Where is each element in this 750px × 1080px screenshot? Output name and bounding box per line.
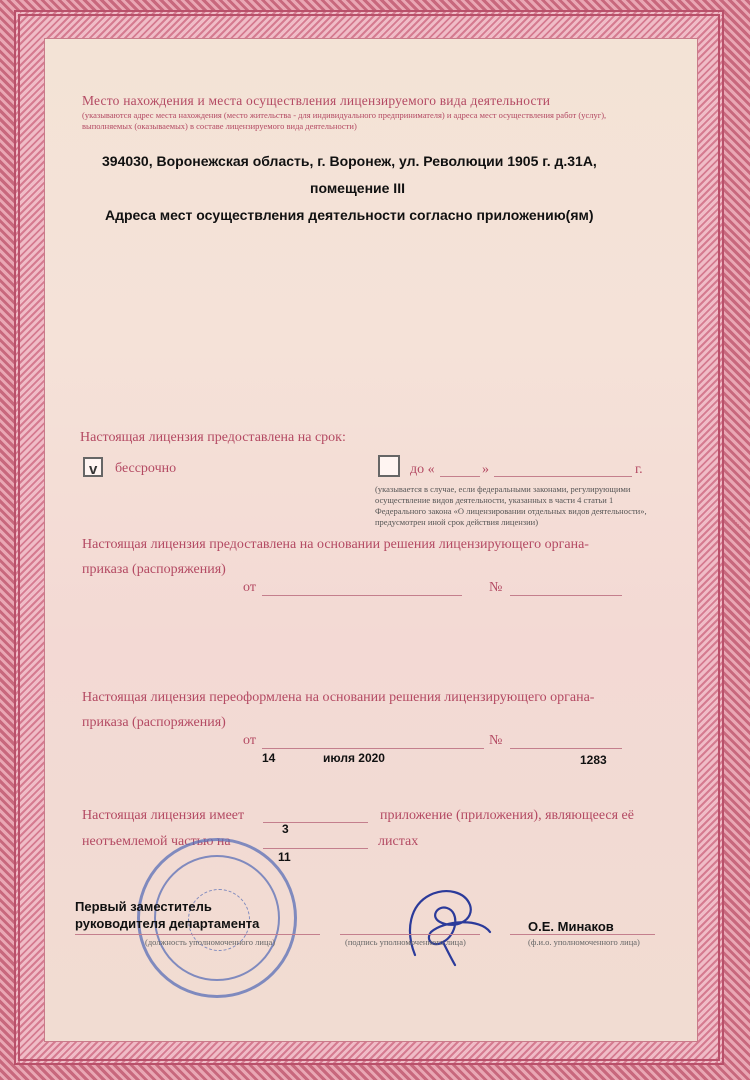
address-line2: помещение III (310, 180, 405, 196)
signer-name: О.Е. Минаков (528, 919, 614, 934)
reissue-day: 14 (262, 751, 276, 765)
position-caption: (должность уполномоченного лица) (145, 937, 276, 947)
until-checkbox[interactable] (378, 455, 400, 477)
indefinite-label: бессрочно (115, 461, 177, 476)
until-day-line (440, 476, 480, 477)
reissue-line2: приказа (распоряжения) (82, 715, 226, 730)
until-mid: » (482, 462, 489, 477)
basis-line2: приказа (распоряжения) (82, 562, 226, 577)
reissue-line1: Настоящая лицензия переоформлена на основании решения лицензирующего органа- (82, 690, 595, 705)
basis-from: от (243, 580, 256, 595)
appendix-text4: листах (378, 834, 419, 849)
basis-number-sign: № (489, 580, 503, 595)
position-line (75, 934, 320, 935)
name-line (510, 934, 655, 935)
term-label: Настоящая лицензия предоставлена на срок: (80, 430, 346, 445)
reissue-number-line (510, 748, 622, 749)
name-caption: (ф.и.о. уполномоченного лица) (528, 937, 640, 947)
reissue-month-year: июля 2020 (323, 751, 385, 765)
term-note-line4: предусмотрен иной срок действия лицензии) (375, 517, 539, 527)
signature-line (340, 934, 480, 935)
signature-caption: (подпись уполномоченного лица) (345, 937, 466, 947)
appendix-count: 3 (282, 822, 289, 836)
indefinite-checkbox[interactable] (83, 457, 103, 477)
header-note-line2: выполняемых (оказываемых) в составе лицензируемого вида деятельности) (82, 121, 357, 131)
appendix-text1: Настоящая лицензия имеет (82, 808, 245, 823)
term-note-line2: осуществление видов деятельности, указанных в части 4 статьи 1 (375, 495, 614, 505)
until-suffix: г. (635, 462, 643, 477)
reissue-date-line (262, 748, 484, 749)
until-prefix: до « (410, 462, 435, 477)
appendix-sheets-line (263, 848, 368, 849)
checkmark: v (89, 461, 98, 478)
basis-line1: Настоящая лицензия предоставлена на основании решения лицензирующего органа- (82, 537, 589, 552)
until-date-line (494, 476, 632, 477)
appendix-text3: неотъемлемой частью на (82, 834, 231, 849)
basis-date-line (262, 595, 462, 596)
reissue-from: от (243, 733, 256, 748)
reissue-number-sign: № (489, 733, 503, 748)
appendix-sheets: 11 (278, 850, 291, 864)
appendix-count-line (263, 822, 368, 823)
address-line1: 394030, Воронежская область, г. Воронеж, ул. Революции 1905 г. д.31А, (102, 153, 597, 169)
header-note-line1: (указываются адрес места нахождения (место жительства - для индивидуального предпринимателя) и адреса мест осуществления работ (услуг), (82, 110, 607, 120)
position-line1: Первый заместитель (75, 899, 212, 914)
address-line3: Адреса мест осуществления деятельности согласно приложению(ям) (105, 207, 594, 223)
reissue-order-number: 1283 (580, 753, 607, 767)
term-note-line3: Федерального закона «О лицензировании отдельных видов деятельности», (375, 506, 647, 516)
basis-number-line (510, 595, 622, 596)
appendix-text2: приложение (приложения), являющееся её (380, 808, 634, 823)
handwritten-signature (385, 870, 505, 970)
position-line2: руководителя департамента (75, 916, 260, 931)
header-title: Место нахождения и места осуществления лицензируемого вида деятельности (82, 93, 551, 108)
term-note-line1: (указывается в случае, если федеральными законами, регулирующими (375, 484, 631, 494)
